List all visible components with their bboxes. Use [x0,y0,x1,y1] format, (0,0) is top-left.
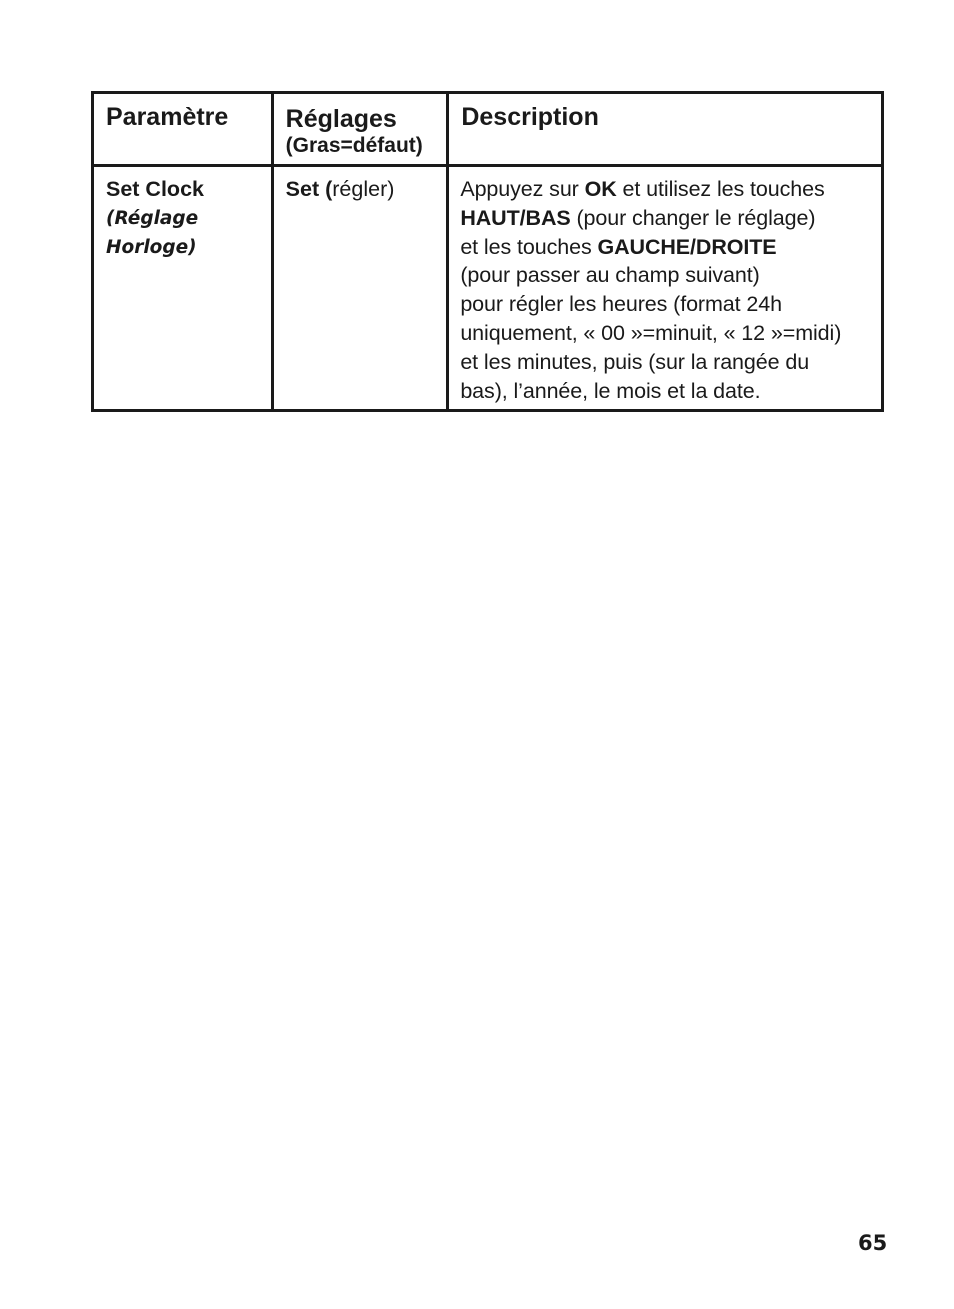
description-line-8: bas), l’année, le mois et la date. [460,378,761,403]
cell-parametre [93,166,273,411]
cell-reglages [272,166,448,411]
header-reglages-label: Réglages [285,105,397,133]
header-reglages-sub: (Gras=défaut) [285,134,423,157]
parametre-sub-2: Horloge) [106,237,197,258]
header-reglages [272,93,448,166]
reglage-bold: Set ( [285,177,333,201]
page-number: 65 [858,1231,888,1255]
cell-description [448,166,883,411]
parametre-name: Set Clock [106,177,204,201]
settings-table [91,91,884,412]
description-line-7: et les minutes, puis (sur la rangée du [460,349,810,374]
description-key-gauche-droite: GAUCHE/DROITE [597,234,777,259]
description-key-haut-bas: HAUT/BAS [460,205,571,230]
table-header-row [93,93,883,166]
header-description [448,93,883,166]
table-row [93,166,883,411]
description-line-5: pour régler les heures (format 24h [460,292,782,317]
description-line-4: (pour passer au champ suivant) [460,263,760,288]
description-line-1 [460,175,879,204]
description-text: et les touches [460,234,598,259]
description-line-6: uniquement, « 00 »=minuit, « 12 »=midi) [460,320,842,345]
description-text: Appuyez sur [460,177,585,201]
header-parametre [93,93,273,166]
header-parametre-label: Paramètre [106,103,229,131]
parametre-sub-1: (Réglage [106,208,199,229]
header-description-label: Description [461,103,599,131]
reglage-normal: régler) [332,177,395,201]
description-line-2 [460,204,879,233]
description-key-ok: OK [584,177,617,201]
description-line-3 [460,233,879,262]
description-text: (pour changer le réglage) [570,205,816,230]
description-text: et utilisez les touches [616,177,825,201]
